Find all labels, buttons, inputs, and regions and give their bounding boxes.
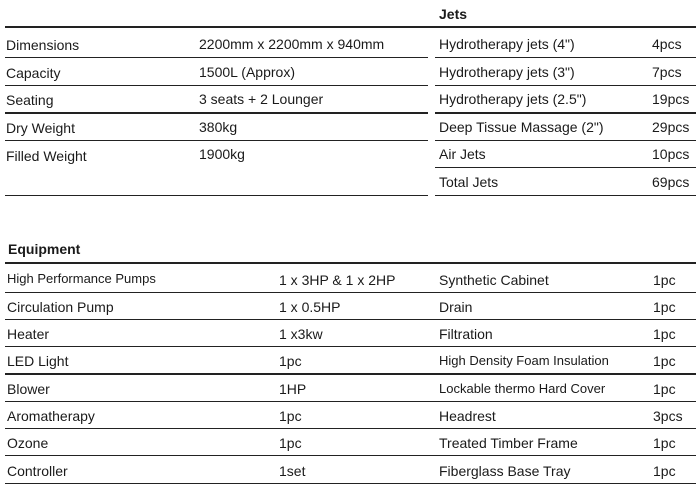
spec-label: Dimensions [6, 37, 80, 53]
equipment-value: 1pc [279, 353, 302, 369]
jet-qty: 7pcs [652, 64, 682, 80]
jet-qty: 10pcs [652, 146, 690, 162]
jet-name: Air Jets [439, 146, 486, 162]
row-divider [5, 346, 696, 347]
row-divider [5, 483, 696, 484]
jet-name: Hydrotherapy jets (4") [439, 36, 575, 52]
equipment-qty: 1pc [653, 435, 676, 451]
spec-value: 1500L (Approx) [199, 64, 295, 80]
equipment-value: 1 x 3HP & 1 x 2HP [279, 272, 396, 288]
equipment-value: 1 x3kw [279, 326, 323, 342]
jet-total-label: Total Jets [439, 174, 499, 190]
equipment-item: Drain [439, 299, 473, 315]
top-table-rule [5, 26, 696, 28]
spec-label: Filled Weight [6, 148, 87, 164]
jet-qty: 29pcs [652, 119, 690, 135]
equipment-table-rule [5, 262, 696, 264]
row-divider [5, 455, 696, 456]
spec-value: 380kg [199, 119, 238, 135]
equipment-name: Controller [7, 463, 68, 479]
equipment-name: Aromatherapy [7, 408, 95, 424]
jet-name: Hydrotherapy jets (2.5") [439, 91, 587, 107]
row-divider [5, 85, 428, 86]
row-divider [435, 140, 696, 141]
equipment-name: Circulation Pump [7, 299, 114, 315]
jets-heading: Jets [439, 6, 468, 22]
row-divider [5, 373, 696, 375]
spec-label: Capacity [6, 65, 61, 81]
equipment-qty: 1pc [653, 463, 676, 479]
equipment-item: High Density Foam Insulation [439, 353, 609, 368]
equipment-item: Synthetic Cabinet [439, 272, 549, 288]
row-divider [5, 112, 428, 114]
jet-qty: 19pcs [652, 91, 690, 107]
equipment-qty: 1pc [653, 353, 676, 369]
equipment-name: High Performance Pumps [7, 271, 156, 286]
equipment-value: 1pc [279, 408, 302, 424]
equipment-value: 1HP [279, 381, 307, 397]
equipment-item: Lockable thermo Hard Cover [439, 381, 606, 396]
row-divider [5, 428, 696, 429]
equipment-item: Fiberglass Base Tray [439, 463, 571, 479]
equipment-name: Heater [7, 326, 50, 342]
spec-value: 2200mm x 2200mm x 940mm [199, 36, 385, 52]
equipment-item: Filtration [439, 326, 493, 342]
row-divider [5, 195, 428, 196]
jet-qty: 4pcs [652, 36, 682, 52]
row-divider [5, 57, 428, 58]
row-divider [435, 57, 696, 58]
equipment-qty: 1pc [653, 272, 676, 288]
row-divider [435, 167, 696, 168]
equipment-qty: 3pcs [653, 408, 683, 424]
row-divider [435, 112, 696, 114]
spec-label: Dry Weight [6, 120, 75, 136]
equipment-qty: 1pc [653, 326, 676, 342]
row-divider [5, 292, 696, 293]
row-divider [5, 401, 696, 402]
spec-label: Seating [6, 92, 54, 108]
equipment-name: Blower [7, 381, 50, 397]
equipment-item: Treated Timber Frame [439, 435, 578, 451]
equipment-name: LED Light [7, 353, 69, 369]
equipment-heading: Equipment [8, 241, 81, 257]
equipment-value: 1 x 0.5HP [279, 299, 341, 315]
equipment-qty: 1pc [653, 299, 676, 315]
equipment-value: 1set [279, 463, 306, 479]
equipment-item: Headrest [439, 408, 496, 424]
equipment-value: 1pc [279, 435, 302, 451]
jet-name: Hydrotherapy jets (3") [439, 64, 575, 80]
row-divider [435, 195, 696, 196]
equipment-qty: 1pc [653, 381, 676, 397]
row-divider [435, 85, 696, 86]
spec-value: 3 seats + 2 Lounger [199, 91, 324, 107]
spec-value: 1900kg [199, 146, 245, 162]
equipment-name: Ozone [7, 435, 49, 451]
row-divider [5, 140, 428, 141]
jet-name: Deep Tissue Massage (2") [439, 119, 604, 135]
jet-total-qty: 69pcs [652, 174, 690, 190]
row-divider [5, 319, 696, 320]
